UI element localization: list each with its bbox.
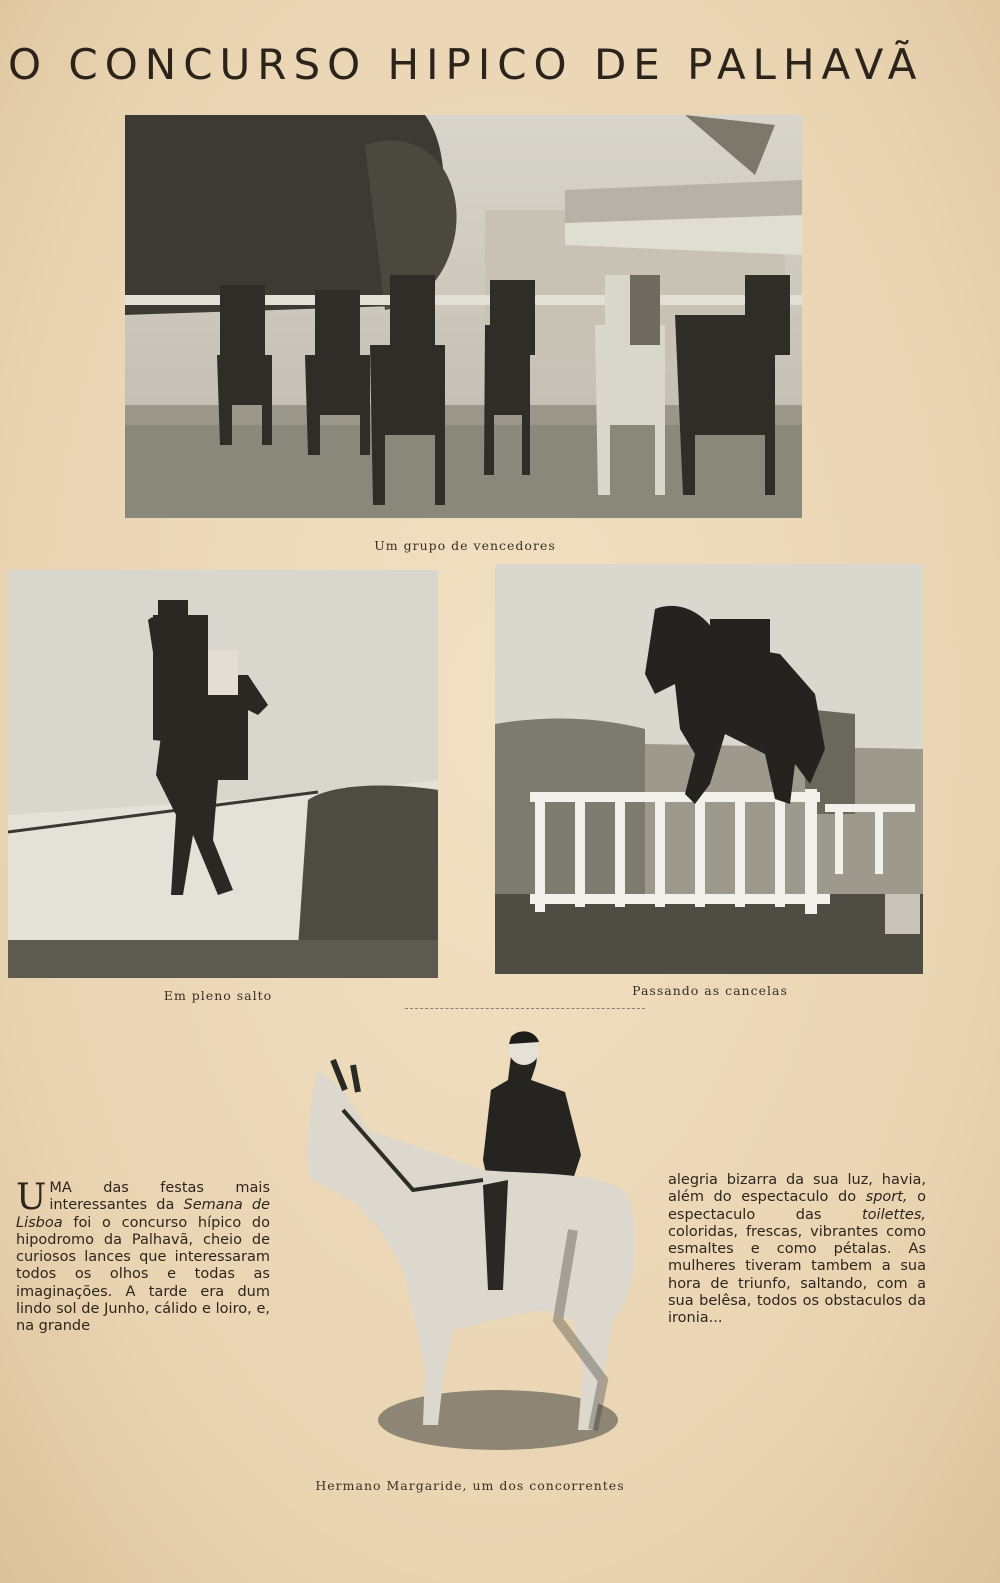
page-title: O CONCURSO HIPICO DE PALHAVÃ [8,40,924,89]
photo-passing-the-gates [495,564,923,974]
drop-cap: U [16,1177,47,1218]
article-column-right [668,1172,926,1328]
photo-hermano-margaride [303,1020,635,1460]
caption-hermano-margaride: Hermano Margaride, um dos concorrentes [315,1478,625,1493]
caption-group-of-winners: Um grupo de vencedores [374,538,556,553]
article-paragraph-left: UMA das festas mais interessantes da Semana de Lisboa foi o concurso hípico do hipodromo da Palhavã, cheio de curiosos lances que interessaram todos os olhos e todas as imaginações. A tarde era dum lindo sol de Junho, cálido e loiro, e, na grande [16,1177,270,1335]
caption-in-full-jump: Em pleno salto [163,988,273,1003]
article-paragraph-right: alegria bizarra da sua luz, havia, além do espectaculo do sport, o espectaculo das toilettes, coloridas, frescas, vibrantes como esmaltes e como pétalas. As mulheres tiveram tambem a sua hora de triunfo, saltando, com a sua belêsa, todos os obstaculos da ironia... [668,1172,926,1327]
article-column-left [16,1177,270,1336]
divider [405,1008,645,1009]
photo-in-full-jump [8,570,438,978]
photo-group-of-winners [125,115,802,518]
caption-passing-the-gates: Passando as cancelas [632,983,788,998]
